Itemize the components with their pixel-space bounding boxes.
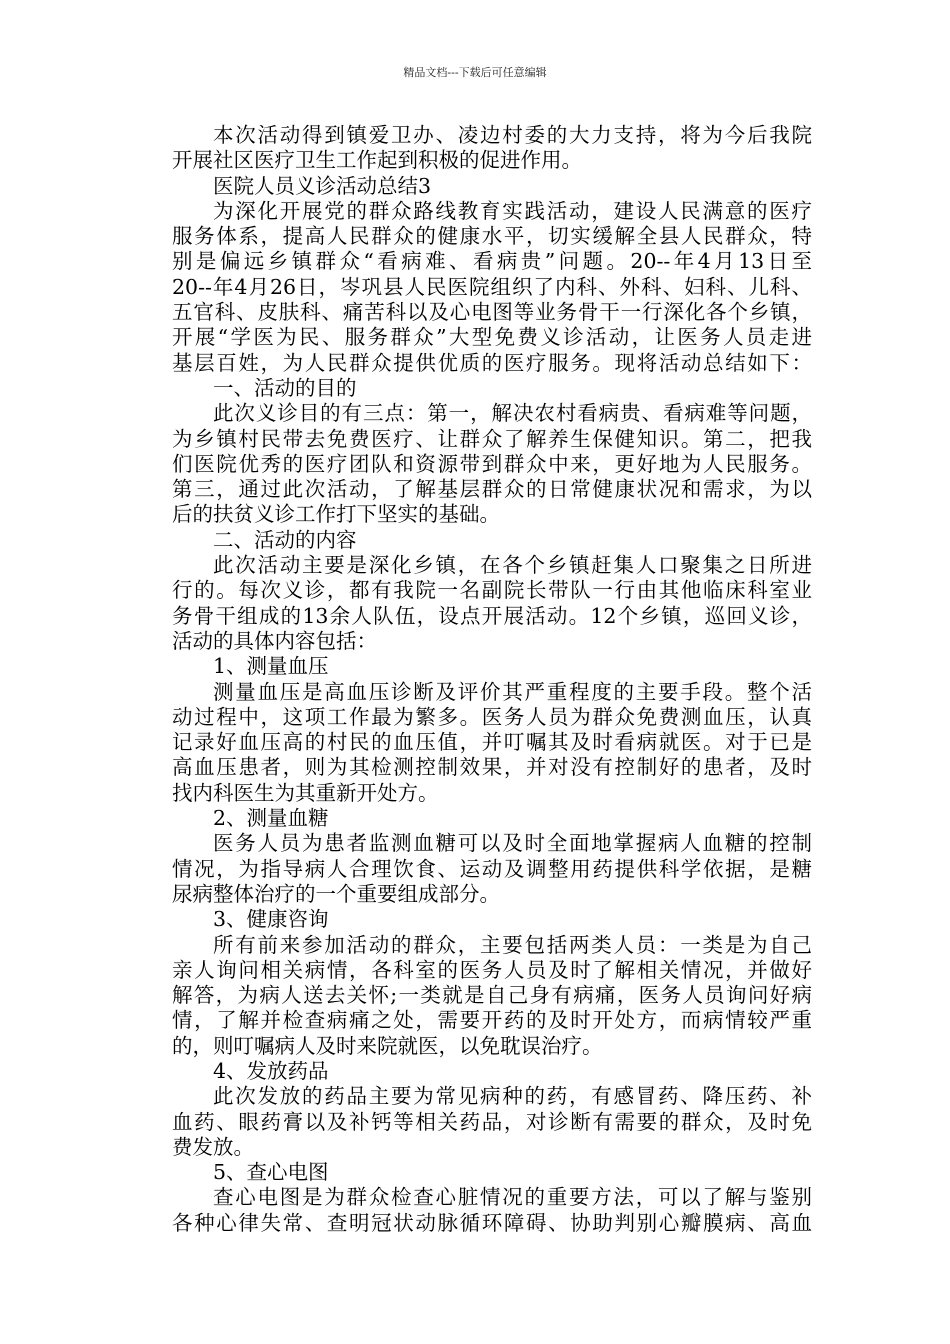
text-line: 医务人员为患者监测血糖可以及时全面地掌握病人血糖的控制 xyxy=(213,831,812,856)
text-line: 情况，为指导病人合理饮食、运动及调整用药提供科学依据，是糖 xyxy=(172,856,812,881)
text-line: 医院人员义诊活动总结3 xyxy=(213,173,432,198)
text-line: 行的。每次义诊，都有我院一名副院长带队一行由其他临床科室业 xyxy=(172,578,812,603)
document-body xyxy=(172,123,812,1236)
text-line: 高血压患者，则为其检测控制效果，并对没有控制好的患者，及时 xyxy=(172,755,812,780)
text-line: 3、健康咨询 xyxy=(213,907,329,932)
text-line: 后的扶贫义诊工作打下坚实的基础。 xyxy=(172,502,500,527)
text-line: 此次活动主要是深化乡镇，在各个乡镇赶集人口聚集之日所进 xyxy=(213,553,812,578)
text-line: 亲人询问相关病情，各科室的医务人员及时了解相关情况，并做好 xyxy=(172,957,812,982)
text-line: 为深化开展党的群众路线教育实践活动，建设人民满意的医疗 xyxy=(213,198,812,223)
text-line: 服务体系，提高人民群众的健康水平，切实缓解全县人民群众，特 xyxy=(172,224,812,249)
text-line: 测量血压是高血压诊断及评价其严重程度的主要手段。整个活 xyxy=(213,679,812,704)
text-line: 找内科医生为其重新开处方。 xyxy=(172,780,439,805)
text-line: 为乡镇村民带去免费医疗、让群众了解养生保健知识。第二，把我 xyxy=(172,426,812,451)
text-line: 动过程中，这项工作最为繁多。医务人员为群众免费测血压，认真 xyxy=(172,704,812,729)
text-line: 此次发放的药品主要为常见病种的药，有感冒药、降压药、补 xyxy=(213,1084,812,1109)
text-line: 查心电图是为群众检查心脏情况的重要方法，可以了解与鉴别 xyxy=(213,1185,812,1210)
text-line: 5、查心电图 xyxy=(213,1160,329,1185)
text-line: 此次义诊目的有三点：第一，解决农村看病贵、看病难等问题， xyxy=(213,401,812,426)
text-line: 开展社区医疗卫生工作起到积极的促进作用。 xyxy=(172,148,582,173)
text-line: 情，了解并检查病痛之处，需要开药的及时开处方，而病情较严重 xyxy=(172,1008,812,1033)
text-line: 别是偏远乡镇群众“看病难、看病贵”问题。20--年4月13日至 xyxy=(172,249,812,274)
text-line: 尿病整体治疗的一个重要组成部分。 xyxy=(172,881,500,906)
text-line: 本次活动得到镇爱卫办、凌边村委的大力支持，将为今后我院 xyxy=(213,123,812,147)
text-line: 一、活动的目的 xyxy=(213,375,357,400)
text-line: 二、活动的内容 xyxy=(213,527,357,552)
text-line: 基层百姓，为人民群众提供优质的医疗服务。现将活动总结如下： xyxy=(172,350,812,375)
text-line: 1、测量血压 xyxy=(213,654,329,679)
text-line: 记录好血压高的村民的血压值，并叮嘱其及时看病就医。对于已是 xyxy=(172,730,812,755)
text-line: 4、发放药品 xyxy=(213,1058,329,1083)
text-line: 的，则叮嘱病人及时来院就医，以免耽误治疗。 xyxy=(172,1033,603,1058)
text-line: 血药、眼药膏以及补钙等相关药品，对诊断有需要的群众，及时免 xyxy=(172,1109,812,1134)
text-line: 五官科、皮肤科、痛苦科以及心电图等业务骨干一行深化各个乡镇， xyxy=(172,300,812,325)
text-line: 第三，通过此次活动，了解基层群众的日常健康状况和需求，为以 xyxy=(172,477,812,502)
text-line: 们医院优秀的医疗团队和资源带到群众中来，更好地为人民服务。 xyxy=(172,451,812,476)
text-line: 2、测量血糖 xyxy=(213,806,329,831)
text-line: 开展“学医为民、服务群众”大型免费义诊活动，让医务人员走进 xyxy=(172,325,812,350)
text-line: 务骨干组成的13余人队伍，设点开展活动。12个乡镇，巡回义诊， xyxy=(172,603,812,628)
text-line: 解答，为病人送去关怀;一类就是自己身有病痛，医务人员询问好病 xyxy=(172,983,812,1008)
text-line: 活动的具体内容包括： xyxy=(172,628,377,653)
text-line: 费发放。 xyxy=(172,1134,254,1159)
page-header: 精品文档---下载后可任意编辑 xyxy=(403,66,547,79)
text-line: 各种心律失常、查明冠状动脉循环障碍、协助判别心瓣膜病、高血 xyxy=(172,1210,812,1235)
text-line: 所有前来参加活动的群众，主要包括两类人员：一类是为自己 xyxy=(213,932,812,957)
text-line: 20--年4月26日，岑巩县人民医院组织了内科、外科、妇科、儿科、 xyxy=(172,274,812,299)
